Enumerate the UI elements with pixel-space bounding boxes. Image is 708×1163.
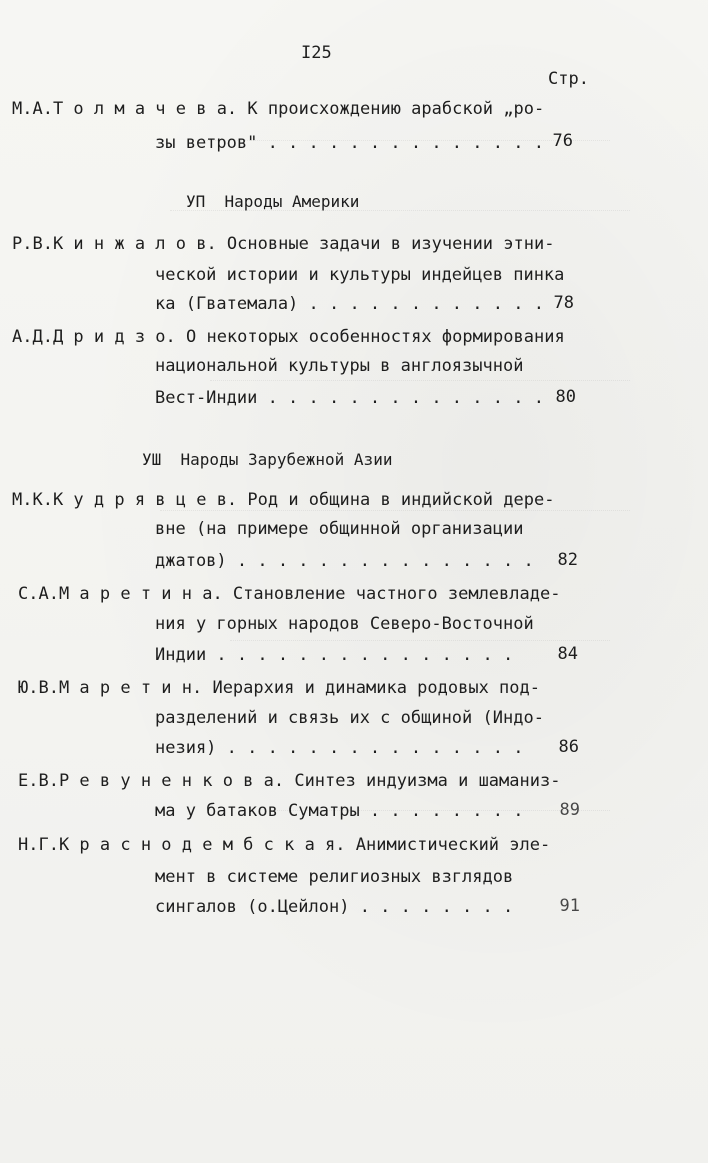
entry-line: Е.В.Р е в у н е н к о в а. Синтез индуизма и шаманиз- <box>18 771 561 791</box>
entry-line: джатов) . . . . . . . . . . . . . . . <box>155 551 534 571</box>
entry-line: мент в системе религиозных взглядов <box>155 867 514 887</box>
entry-line: А.Д.Д р и д з о. О некоторых особенностях формирования <box>12 327 565 347</box>
entry-page-number: 76 <box>552 131 573 151</box>
entry-page-number: 82 <box>557 550 578 570</box>
entry-line: Р.В.К и н ж а л о в. Основные задачи в изучении этни- <box>12 234 555 254</box>
page-number: I25 <box>301 43 332 63</box>
entry-line: М.К.К у д р я в ц е в. Род и община в индийской дере- <box>12 490 555 510</box>
entry-page-number: 84 <box>557 644 578 664</box>
entry-page-number: 80 <box>555 387 576 407</box>
section-heading: УП Народы Америки <box>186 192 360 211</box>
entry-line: ма у батаков Суматры . . . . . . . . <box>155 801 524 821</box>
entry-line: Индии . . . . . . . . . . . . . . . <box>155 645 514 665</box>
entry-page-number: 91 <box>559 896 580 916</box>
entry-line: Н.Г.К р а с н о д е м б с к а я. Анимистический эле- <box>18 835 551 855</box>
entry-line: Ю.В.М а р е т и н. Иерархия и динамика родовых под- <box>18 678 540 698</box>
entry-line: вне (на примере общинной организации <box>155 519 524 539</box>
entry-page-number: 78 <box>553 293 574 313</box>
entry-page-number: 89 <box>559 800 580 820</box>
entry-line: зы ветров" . . . . . . . . . . . . . . <box>155 133 544 153</box>
entry-line: С.А.М а р е т и н а. Становление частного землевладе- <box>18 584 561 604</box>
entry-line: ка (Гватемала) . . . . . . . . . . . . <box>155 294 544 314</box>
entry-line: ческой истории и культуры индейцев пинка <box>155 265 565 285</box>
entry-line: незия) . . . . . . . . . . . . . . . <box>155 738 524 758</box>
entry-page-number: 86 <box>558 737 579 757</box>
entry-line: сингалов (о.Цейлон) . . . . . . . . <box>155 897 514 917</box>
entry-line: М.А.Т о л м а ч е в а. К происхождению арабской „ро- <box>12 99 545 119</box>
entry-line: разделений и связь их с общиной (Индо- <box>155 708 544 728</box>
section-heading: УШ Народы Зарубежной Азии <box>142 450 393 469</box>
entry-line: Вест-Индии . . . . . . . . . . . . . . <box>155 388 544 408</box>
entry-line: ния у горных народов Северо-Восточной <box>155 614 534 634</box>
page-column-header: Стр. <box>548 69 589 89</box>
entry-line: национальной культуры в англоязычной <box>155 356 524 376</box>
